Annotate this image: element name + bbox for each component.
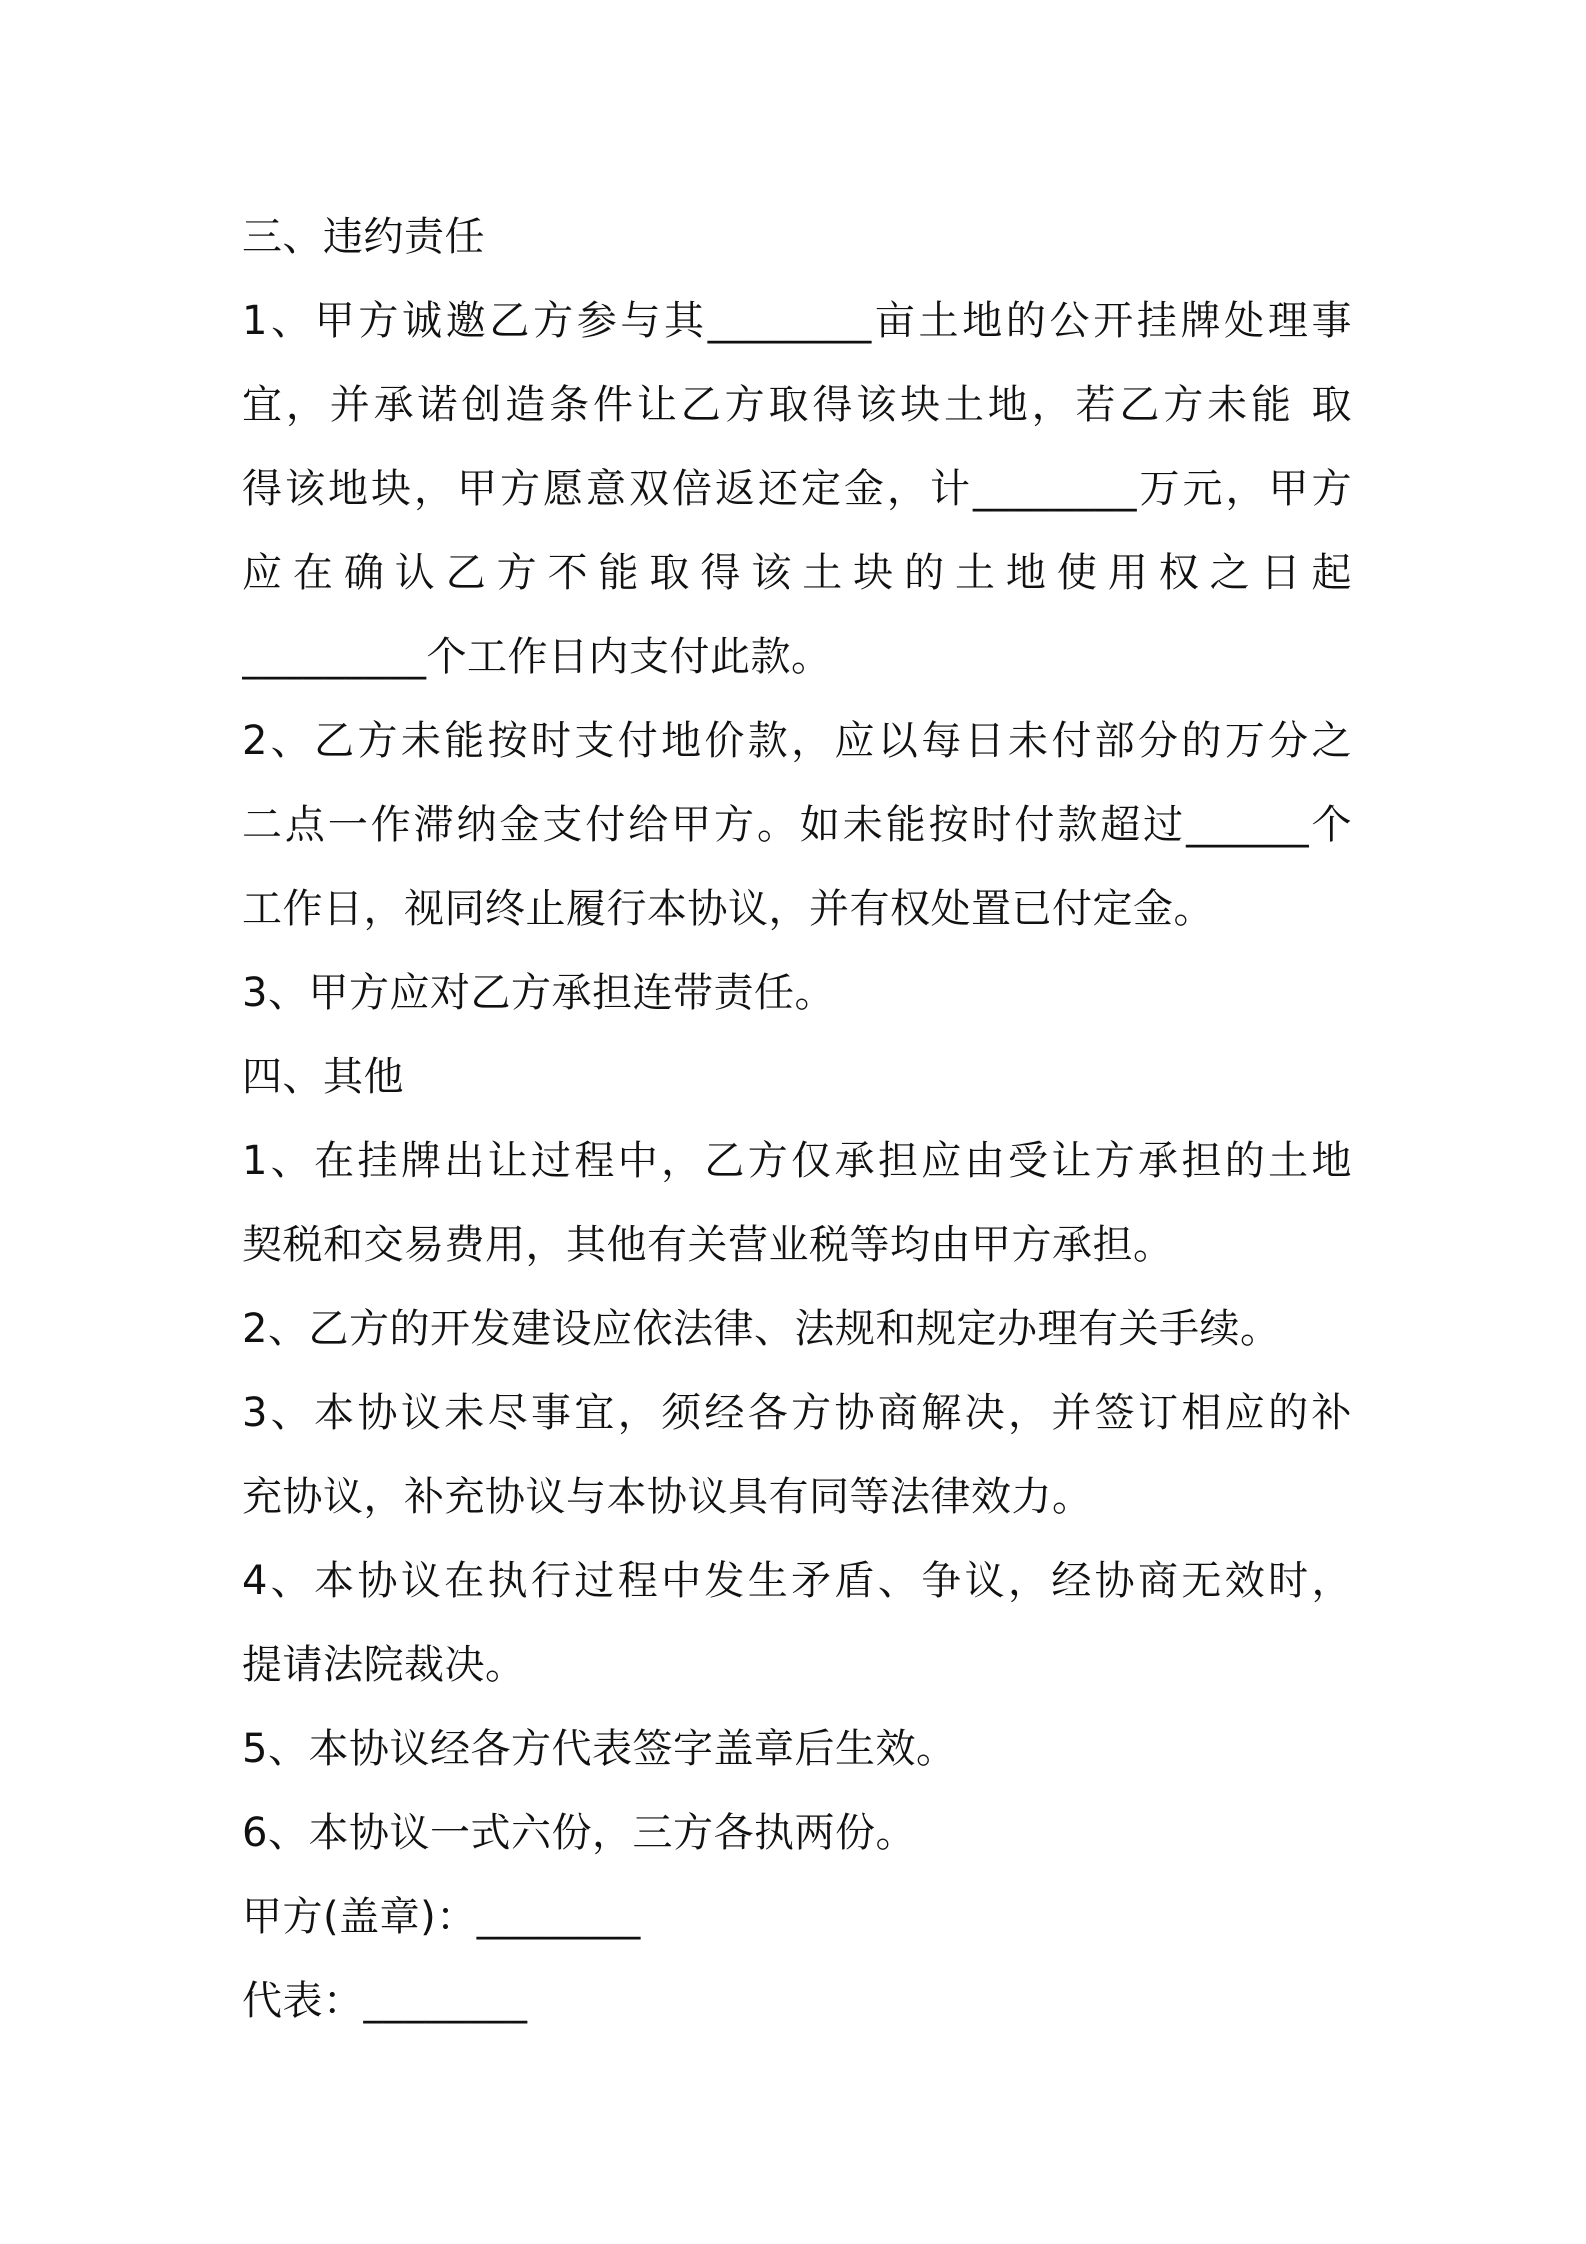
signature-party-a-seal: 甲方(盖章)：________ <box>242 1894 641 1940</box>
clause-4-4-line-1: 4、本协议在执行过程中发生矛盾、争议，经协商无效时， <box>242 1558 1352 1604</box>
clause-4-6: 6、本协议一式六份，三方各执两份。 <box>242 1810 916 1856</box>
document-page <box>242 195 1352 2043</box>
clause-3-1-line-3: 得该地块，甲方愿意双倍返还定金，计________万元，甲方 <box>242 466 1352 512</box>
clause-3-1-line-1: 1、甲方诚邀乙方参与其________亩土地的公开挂牌处理事 <box>242 298 1352 344</box>
clause-3-1-line-4: 应在确认乙方不能取得该土块的土地使用权之日起 <box>242 550 1352 596</box>
clause-4-4-line-2: 提请法院裁决。 <box>242 1642 526 1688</box>
section-heading-breach: 三、违约责任 <box>242 214 485 260</box>
clause-4-1-line-2: 契税和交易费用，其他有关营业税等均由甲方承担。 <box>242 1222 1174 1268</box>
clause-3-1-line-2: 宜，并承诺创造条件让乙方取得该块土地，若乙方未能 取 <box>242 382 1352 428</box>
signature-representative: 代表：________ <box>242 1978 528 2024</box>
clause-4-5: 5、本协议经各方代表签字盖章后生效。 <box>242 1726 957 1772</box>
clause-3-2-line-2: 二点一作滞纳金支付给甲方。如未能按时付款超过______个 <box>242 802 1352 848</box>
clause-3-2-line-3: 工作日，视同终止履行本协议，并有权处置已付定金。 <box>242 886 1214 932</box>
clause-4-1-line-1: 1、在挂牌出让过程中，乙方仅承担应由受让方承担的土地 <box>242 1138 1352 1184</box>
clause-3-2-line-1: 2、乙方未能按时支付地价款，应以每日未付部分的万分之 <box>242 718 1352 764</box>
clause-3-3: 3、甲方应对乙方承担连带责任。 <box>242 970 835 1016</box>
clause-4-2: 2、乙方的开发建设应依法律、法规和规定办理有关手续。 <box>242 1306 1281 1352</box>
clause-3-1-line-5: _________个工作日内支付此款。 <box>242 634 832 680</box>
section-heading-other: 四、其他 <box>242 1054 404 1100</box>
clause-4-3-line-2: 充协议，补充协议与本协议具有同等法律效力。 <box>242 1474 1093 1520</box>
clause-4-3-line-1: 3、本协议未尽事宜，须经各方协商解决，并签订相应的补 <box>242 1390 1352 1436</box>
